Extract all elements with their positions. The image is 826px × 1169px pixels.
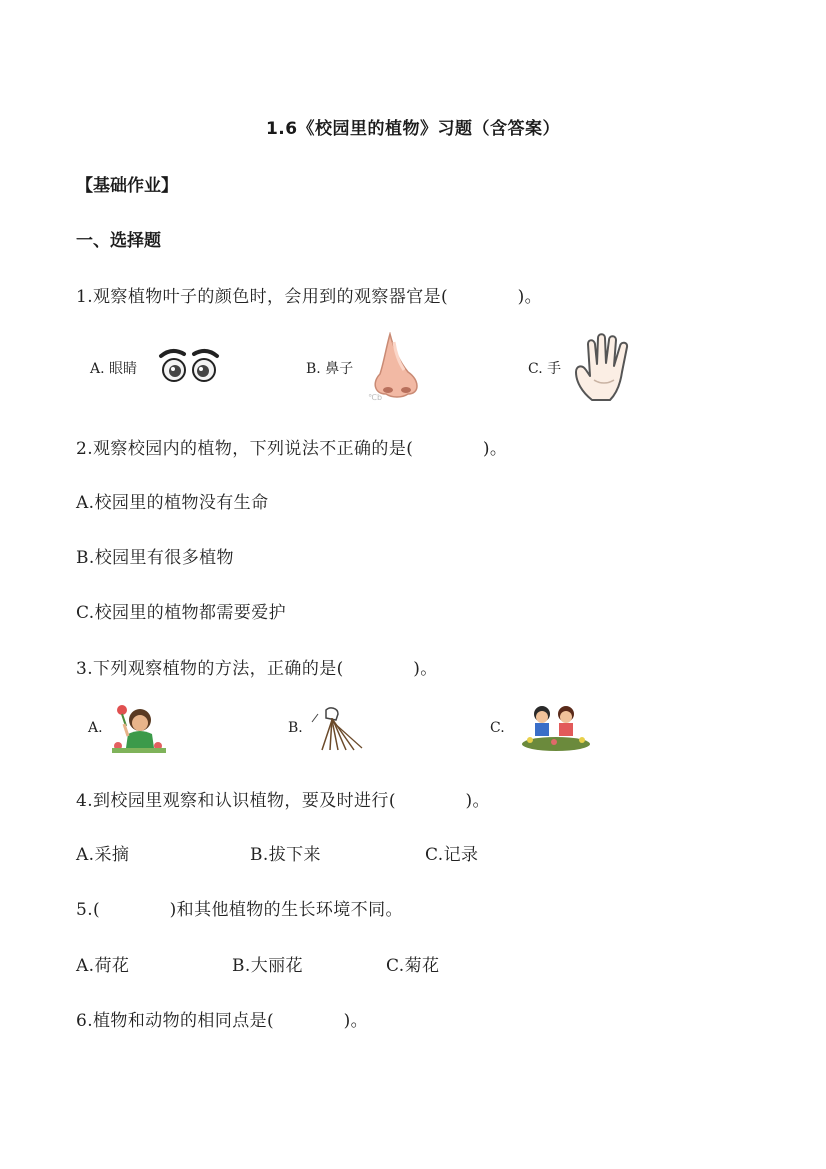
- question-1-option-b-label: B. 鼻子: [306, 361, 354, 377]
- question-5-option-b: B.大丽花: [232, 956, 303, 976]
- question-2-option-c: C.校园里的植物都需要爱护: [76, 603, 287, 623]
- section-basic-heading: 【基础作业】: [76, 176, 178, 196]
- question-1-text: 1.观察植物叶子的颜色时，会用到的观察器官是( )。: [76, 287, 543, 307]
- hand-icon: [572, 330, 640, 402]
- question-5-text: 5.( )和其他植物的生长环境不同。: [76, 900, 403, 920]
- question-1-option-c-label: C. 手: [528, 361, 562, 377]
- hand-pulling-plant-image: [308, 704, 368, 752]
- section-choice-heading: 一、选择题: [76, 231, 161, 251]
- question-4-text: 4.到校园里观察和认识植物，要及时进行( )。: [76, 791, 490, 811]
- question-4-option-b: B.拔下来: [250, 845, 321, 865]
- question-2-option-a: A.校园里的植物没有生命: [76, 493, 269, 513]
- child-picking-flower-image: [110, 700, 168, 754]
- eyes-icon: [158, 346, 220, 384]
- children-observing-image: [520, 702, 594, 752]
- question-3-option-a-label: A.: [88, 720, 103, 736]
- nose-icon: [364, 332, 426, 402]
- question-3-text: 3.下列观察植物的方法，正确的是( )。: [76, 659, 438, 679]
- question-2-option-b: B.校园里有很多植物: [76, 548, 234, 568]
- question-6-text: 6.植物和动物的相同点是( )。: [76, 1011, 369, 1031]
- question-4-option-a: A.采摘: [76, 845, 130, 865]
- svg-text:℃b: ℃b: [368, 393, 383, 402]
- question-5-option-c: C.菊花: [386, 956, 440, 976]
- question-3-option-c-label: C.: [490, 720, 505, 736]
- question-1-option-a-label: A. 眼睛: [90, 361, 138, 377]
- question-2-text: 2.观察校园内的植物，下列说法不正确的是( )。: [76, 439, 508, 459]
- document-title: 1.6《校园里的植物》习题（含答案）: [265, 119, 561, 139]
- question-4-option-c: C.记录: [425, 845, 479, 865]
- question-5-option-a: A.荷花: [76, 956, 130, 976]
- question-3-option-b-label: B.: [288, 720, 303, 736]
